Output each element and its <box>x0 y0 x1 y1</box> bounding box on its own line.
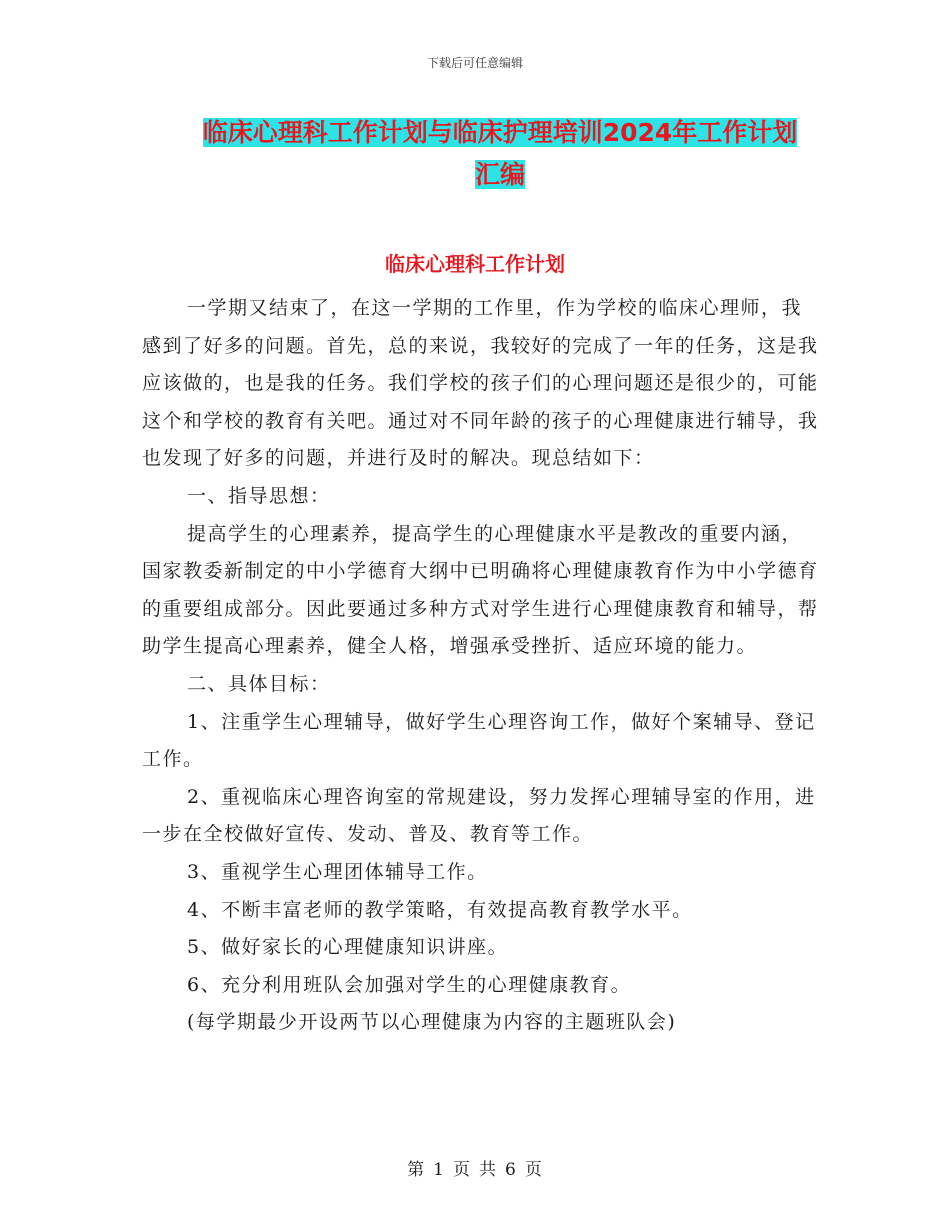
page-footer <box>0 1155 950 1180</box>
goal-item: 3、重视学生心理团体辅导工作。 <box>187 860 488 883</box>
header-note: 下载后可任意编辑 <box>426 56 523 70</box>
goal-note: (每学期最少开设两节以心理健康为内容的主题班队会) <box>187 1011 677 1034</box>
heading-guiding-thought: 一、指导思想： <box>187 484 331 507</box>
goal-item: 2、重视临床心理咨询室的常规建设，努力发挥心理辅导室的作用，进一步在全校做好宣传、发动、普及、教育等工作。 <box>142 785 816 846</box>
heading-specific-goals: 二、具体目标： <box>187 672 331 695</box>
goal-item: 6、充分利用班队会加强对学生的心理健康教育。 <box>187 973 632 996</box>
footer-total-pages: 6 <box>505 1160 517 1180</box>
footer-suffix: 页 <box>524 1160 543 1180</box>
document-title-line1: 临床心理科工作计划与临床护理培训2024年工作计划 <box>202 118 798 147</box>
footer-prefix: 第 <box>407 1160 426 1180</box>
document-title-line2: 汇编 <box>474 160 525 189</box>
footer-total-prefix: 共 <box>479 1160 497 1180</box>
document-body <box>142 290 822 1042</box>
intro-paragraph: 一学期又结束了，在这一学期的工作里，作为学校的临床心理师，我感到了好多的问题。首先，总的来说，我较好的完成了一年的任务，这是我应该做的，也是我的任务。我们学校的孩子们的心理问题还是很少的，可能这个和学校的教育有关吧。通过对不同年龄的孩子的心理健康进行辅导，我也发现了好多的问题，并进行及时的解决。现总结如下： <box>142 297 819 470</box>
goal-item: 4、不断丰富老师的教学策略，有效提高教育教学水平。 <box>187 898 693 921</box>
goal-item: 1、注重学生心理辅导，做好学生心理咨询工作，做好个案辅导、登记工作。 <box>142 710 816 771</box>
document-title <box>150 112 850 196</box>
footer-page-number: 1 <box>433 1160 445 1180</box>
guiding-thought-paragraph: 提高学生的心理素养，提高学生的心理健康水平是教改的重要内涵，国家教委新制定的中小学德育大纲中已明确将心理健康教育作为中小学德育的重要组成部分。因此要通过多种方式对学生进行心理健康教育和辅导，帮助学生提高心理素养，健全人格，增强承受挫折、适应环境的能力。 <box>142 522 819 658</box>
goal-item: 5、做好家长的心理健康知识讲座。 <box>187 936 509 959</box>
section-title: 临床心理科工作计划 <box>385 252 565 276</box>
footer-page-word: 页 <box>453 1160 471 1180</box>
